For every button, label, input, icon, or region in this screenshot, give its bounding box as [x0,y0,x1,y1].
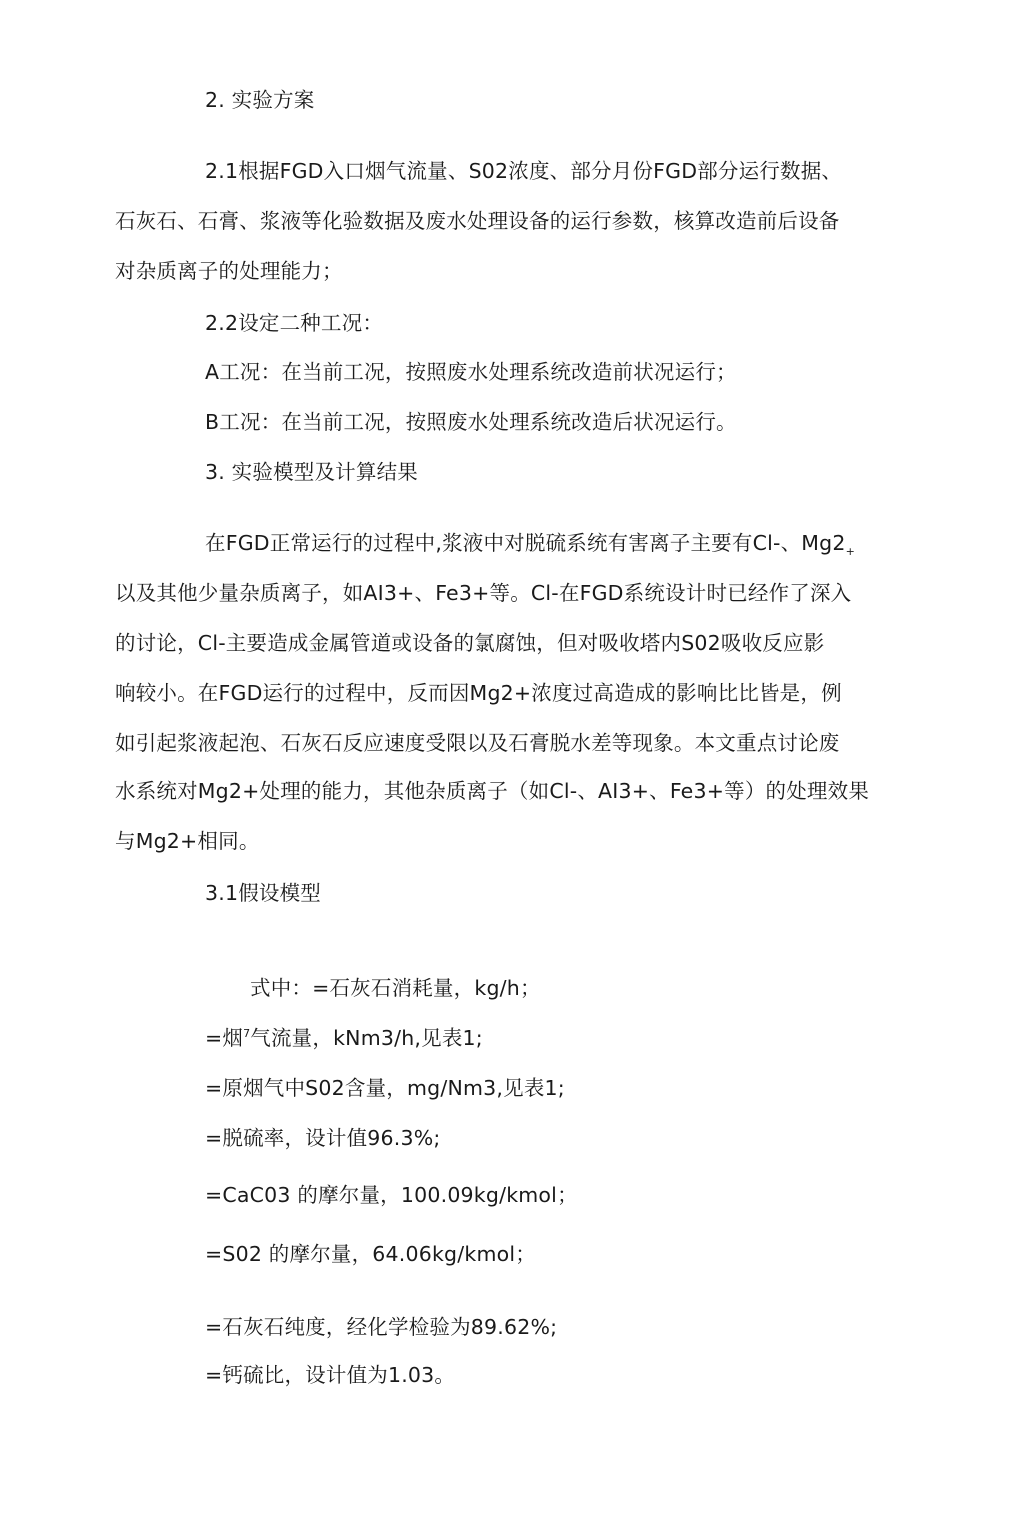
formula-where-line: 式中：=石灰石消耗量，kg/h； [250,976,541,1000]
formula-efficiency-line: =脱硫率，设计值96.3%; [205,1126,441,1150]
section-3-para-line-1-text: 在FGD正常运行的过程中,浆液中对脱硫系统有害离子主要有Cl-、Mg2 [205,531,846,555]
section-2-1-line-3: 对杂质离子的处理能力； [115,259,343,283]
formula-flow-prefix: =烟 [205,1026,244,1050]
formula-purity-line: =石灰石纯度，经化学检验为89.62%; [205,1315,558,1339]
section-3-para-line-6: 水系统对Mg2+处理的能力，其他杂质离子（如Cl-、AI3+、Fe3+等）的处理效果 [115,779,870,803]
section-3-para-line-7: 与Mg2+相同。 [115,829,260,853]
formula-flow-suffix: 气流量，kNm3/h,见表1; [250,1026,483,1050]
case-a-line: A工况：在当前工况，按照废水处理系统改造前状况运行； [205,360,737,384]
section-3-para-line-1 [205,529,855,557]
formula-flow-line [205,1024,483,1052]
section-3-para-line-3: 的讨论，Cl-主要造成金属管道或设备的氯腐蚀，但对吸收塔内S02吸收反应影 [115,631,825,655]
case-b-line: B工况：在当前工况，按照废水处理系统改造后状况运行。 [205,410,737,434]
formula-ratio-line: =钙硫比，设计值为1.03。 [205,1363,456,1387]
section-2-1-line-2: 石灰石、石膏、浆液等化验数据及废水处理设备的运行参数，核算改造前后设备 [115,209,840,233]
formula-caco3-line: =CaC03 的摩尔量，100.09kg/kmol； [205,1183,578,1207]
section-3-para-line-4: 响较小。在FGD运行的过程中，反而因Mg2+浓度过高造成的影响比比皆是，例 [115,681,842,705]
section-3-heading: 3. 实验模型及计算结果 [205,460,418,484]
formula-so2-molar-line: =S02 的摩尔量，64.06kg/kmol； [205,1242,536,1266]
formula-so2-line: =原烟气中S02含量，mg/Nm3,见表1; [205,1076,565,1100]
formula-flow-superscript: 7 [243,1027,251,1041]
section-3-1-heading: 3.1假设模型 [205,881,322,905]
section-3-para-line-2: 以及其他少量杂质离子，如AI3+、Fe3+等。Cl-在FGD系统设计时已经作了深入 [115,581,852,605]
section-3-para-line-5: 如引起浆液起泡、石灰石反应速度受限以及石膏脱水差等现象。本文重点讨论废 [115,731,840,755]
section-2-2-heading: 2.2设定二种工况： [205,311,384,335]
section-3-para-line-1-subscript: + [845,545,856,559]
section-2-1-line-1: 2.1根据FGD入口烟气流量、S02浓度、部分月份FGD部分运行数据、 [205,159,843,183]
section-2-heading: 2. 实验方案 [205,88,315,112]
